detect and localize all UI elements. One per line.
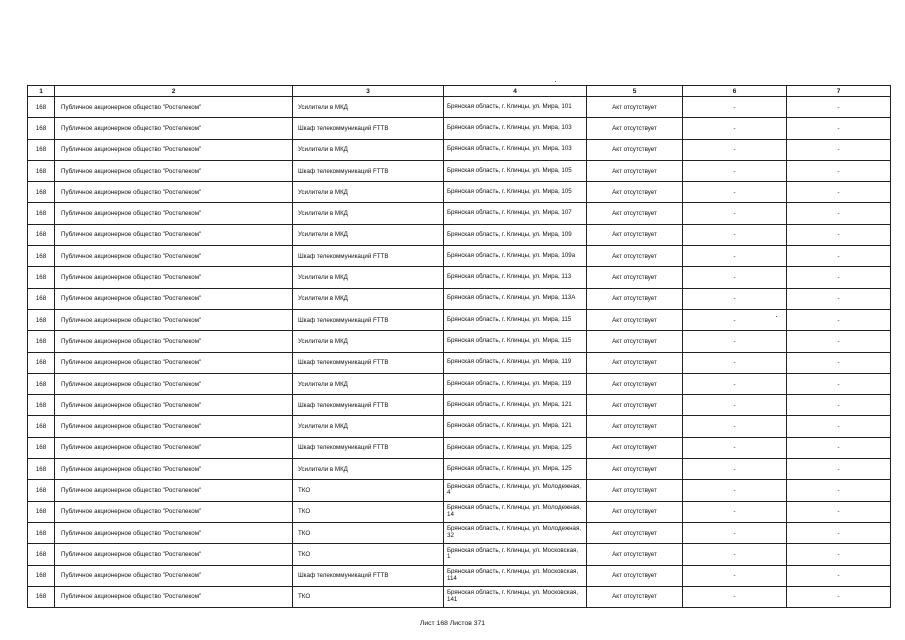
address-cell: Брянская область, г. Клинцы, ул. Мира, 107 xyxy=(444,203,587,224)
row-number-cell: 168 xyxy=(28,139,55,160)
address-cell: Брянская область, г. Клинцы, ул. Мира, 119 xyxy=(444,373,587,394)
registry-table xyxy=(27,85,891,608)
column-header-4: 4 xyxy=(444,86,587,97)
equipment-cell: ТКО xyxy=(293,544,444,565)
address-cell: Брянская область, г. Клинцы, ул. Московская, 141 xyxy=(444,586,587,607)
col7-cell: - xyxy=(787,160,891,181)
address-cell: Брянская область, г. Клинцы, ул. Московская, 114 xyxy=(444,565,587,586)
row-number-cell: 168 xyxy=(28,97,55,118)
col6-cell: - xyxy=(683,416,787,437)
table-row xyxy=(28,373,891,394)
organization-cell: Публичное акционерное общество "Ростелеком" xyxy=(55,182,293,203)
row-number-cell: 168 xyxy=(28,395,55,416)
organization-cell: Публичное акционерное общество "Ростелеком" xyxy=(55,224,293,245)
row-number-cell: 168 xyxy=(28,224,55,245)
table-row xyxy=(28,395,891,416)
row-number-cell: 168 xyxy=(28,267,55,288)
equipment-cell: Усилители в МКД xyxy=(293,331,444,352)
act-status-cell: Акт отсутствует xyxy=(587,182,683,203)
equipment-cell: ТКО xyxy=(293,586,444,607)
act-status-cell: Акт отсутствует xyxy=(587,288,683,309)
col7-cell: - xyxy=(787,565,891,586)
col7-cell: - xyxy=(787,352,891,373)
address-cell: Брянская область, г. Клинцы, ул. Мира, 101 xyxy=(444,97,587,118)
table-row xyxy=(28,437,891,458)
table-row xyxy=(28,224,891,245)
row-number-cell: 168 xyxy=(28,288,55,309)
row-number-cell: 168 xyxy=(28,416,55,437)
col6-cell: - xyxy=(683,160,787,181)
row-number-cell: 168 xyxy=(28,459,55,480)
col7-cell: - xyxy=(787,437,891,458)
col6-cell: - xyxy=(683,182,787,203)
act-status-cell: Акт отсутствует xyxy=(587,331,683,352)
address-cell: Брянская область, г. Клинцы, ул. Молодежная, 4 xyxy=(444,480,587,501)
organization-cell: Публичное акционерное общество "Ростелеком" xyxy=(55,288,293,309)
organization-cell: Публичное акционерное общество "Ростелеком" xyxy=(55,459,293,480)
act-status-cell: Акт отсутствует xyxy=(587,544,683,565)
act-status-cell: Акт отсутствует xyxy=(587,565,683,586)
act-status-cell: Акт отсутствует xyxy=(587,586,683,607)
col7-cell: - xyxy=(787,97,891,118)
equipment-cell: Усилители в МКД xyxy=(293,373,444,394)
address-cell: Брянская область, г. Клинцы, ул. Мира, 105 xyxy=(444,160,587,181)
col6-cell: - xyxy=(683,139,787,160)
equipment-cell: Усилители в МКД xyxy=(293,459,444,480)
row-number-cell: 168 xyxy=(28,331,55,352)
address-cell: Брянская область, г. Клинцы, ул. Московская, 1 xyxy=(444,544,587,565)
row-number-cell: 168 xyxy=(28,160,55,181)
table-row xyxy=(28,267,891,288)
col6-cell: - xyxy=(683,288,787,309)
col7-cell: - xyxy=(787,459,891,480)
organization-cell: Публичное акционерное общество "Ростелеком" xyxy=(55,437,293,458)
col7-cell: - xyxy=(787,288,891,309)
col6-cell: - xyxy=(683,544,787,565)
table-header xyxy=(28,86,891,97)
act-status-cell: Акт отсутствует xyxy=(587,246,683,267)
equipment-cell: Шкаф телекоммуникаций FTTB xyxy=(293,118,444,139)
col6-cell: - xyxy=(683,373,787,394)
col6-cell: - xyxy=(683,459,787,480)
col7-cell: - xyxy=(787,544,891,565)
act-status-cell: Акт отсутствует xyxy=(587,203,683,224)
address-cell: Брянская область, г. Клинцы, ул. Мира, 125 xyxy=(444,459,587,480)
organization-cell: Публичное акционерное общество "Ростелеком" xyxy=(55,267,293,288)
equipment-cell: Усилители в МКД xyxy=(293,224,444,245)
row-number-cell: 168 xyxy=(28,522,55,543)
col7-cell: - xyxy=(787,480,891,501)
organization-cell: Публичное акционерное общество "Ростелеком" xyxy=(55,416,293,437)
col7-cell: - xyxy=(787,267,891,288)
col7-cell: - xyxy=(787,395,891,416)
act-status-cell: Акт отсутствует xyxy=(587,352,683,373)
organization-cell: Публичное акционерное общество "Ростелеком" xyxy=(55,139,293,160)
row-number-cell: 168 xyxy=(28,501,55,522)
table-row xyxy=(28,586,891,607)
act-status-cell: Акт отсутствует xyxy=(587,224,683,245)
address-cell: Брянская область, г. Клинцы, ул. Мира, 105 xyxy=(444,182,587,203)
act-status-cell: Акт отсутствует xyxy=(587,522,683,543)
table-row xyxy=(28,480,891,501)
equipment-cell: ТКО xyxy=(293,501,444,522)
equipment-cell: Шкаф телекоммуникаций FTTB xyxy=(293,160,444,181)
table-row xyxy=(28,160,891,181)
row-number-cell: 168 xyxy=(28,182,55,203)
organization-cell: Публичное акционерное общество "Ростелеком" xyxy=(55,373,293,394)
column-header-2: 2 xyxy=(55,86,293,97)
page-number: Лист 168 Листов 371 xyxy=(419,620,486,627)
equipment-cell: ТКО xyxy=(293,522,444,543)
table-row xyxy=(28,352,891,373)
organization-cell: Публичное акционерное общество "Ростелеком" xyxy=(55,309,293,330)
row-number-cell: 168 xyxy=(28,118,55,139)
act-status-cell: Акт отсутствует xyxy=(587,139,683,160)
organization-cell: Публичное акционерное общество "Ростелеком" xyxy=(55,352,293,373)
table-row xyxy=(28,139,891,160)
table-row xyxy=(28,459,891,480)
act-status-cell: Акт отсутствует xyxy=(587,437,683,458)
address-cell: Брянская область, г. Клинцы, ул. Мира, 119 xyxy=(444,352,587,373)
organization-cell: Публичное акционерное общество "Ростелеком" xyxy=(55,522,293,543)
column-header-5: 5 xyxy=(587,86,683,97)
act-status-cell: Акт отсутствует xyxy=(587,309,683,330)
row-number-cell: 168 xyxy=(28,203,55,224)
organization-cell: Публичное акционерное общество "Ростелеком" xyxy=(55,331,293,352)
act-status-cell: Акт отсутствует xyxy=(587,416,683,437)
row-number-cell: 168 xyxy=(28,373,55,394)
table-row xyxy=(28,97,891,118)
row-number-cell: 168 xyxy=(28,352,55,373)
col7-cell: - xyxy=(787,373,891,394)
col7-cell: - xyxy=(787,522,891,543)
col6-cell: - xyxy=(683,501,787,522)
col7-cell: - xyxy=(787,203,891,224)
col7-cell: - xyxy=(787,118,891,139)
act-status-cell: Акт отсутствует xyxy=(587,395,683,416)
address-cell: Брянская область, г. Клинцы, ул. Мира, 109а xyxy=(444,246,587,267)
equipment-cell: ТКО xyxy=(293,480,444,501)
act-status-cell: Акт отсутствует xyxy=(587,480,683,501)
address-cell: Брянская область, г. Клинцы, ул. Мира, 121 xyxy=(444,395,587,416)
col6-cell: - xyxy=(683,267,787,288)
organization-cell: Публичное акционерное общество "Ростелеком" xyxy=(55,118,293,139)
equipment-cell: Усилители в МКД xyxy=(293,182,444,203)
column-header-3: 3 xyxy=(293,86,444,97)
act-status-cell: Акт отсутствует xyxy=(587,160,683,181)
equipment-cell: Усилители в МКД xyxy=(293,139,444,160)
col6-cell: - xyxy=(683,565,787,586)
row-number-cell: 168 xyxy=(28,309,55,330)
col7-cell: - xyxy=(787,246,891,267)
col7-cell: - xyxy=(787,416,891,437)
col6-cell: - xyxy=(683,437,787,458)
organization-cell: Публичное акционерное общество "Ростелеком" xyxy=(55,480,293,501)
row-number-cell: 168 xyxy=(28,437,55,458)
address-cell: Брянская область, г. Клинцы, ул. Мира, 115 xyxy=(444,331,587,352)
table-row xyxy=(28,246,891,267)
column-header-1: 1 xyxy=(28,86,55,97)
organization-cell: Публичное акционерное общество "Ростелеком" xyxy=(55,203,293,224)
organization-cell: Публичное акционерное общество "Ростелеком" xyxy=(55,565,293,586)
organization-cell: Публичное акционерное общество "Ростелеком" xyxy=(55,160,293,181)
equipment-cell: Усилители в МКД xyxy=(293,416,444,437)
equipment-cell: Шкаф телекоммуникаций FTTB xyxy=(293,565,444,586)
equipment-cell: Усилители в МКД xyxy=(293,267,444,288)
address-cell: Брянская область, г. Клинцы, ул. Мира, 115 xyxy=(444,309,587,330)
row-number-cell: 168 xyxy=(28,586,55,607)
col7-cell: - xyxy=(787,331,891,352)
col7-cell: - xyxy=(787,586,891,607)
col6-cell: - xyxy=(683,309,787,330)
table-row xyxy=(28,118,891,139)
table-row xyxy=(28,565,891,586)
organization-cell: Публичное акционерное общество "Ростелеком" xyxy=(55,544,293,565)
address-cell: Брянская область, г. Клинцы, ул. Молодежная, 14 xyxy=(444,501,587,522)
col6-cell: - xyxy=(683,480,787,501)
col6-cell: - xyxy=(683,246,787,267)
table-row xyxy=(28,522,891,543)
col7-cell: - xyxy=(787,182,891,203)
organization-cell: Публичное акционерное общество "Ростелеком" xyxy=(55,586,293,607)
col6-cell: - xyxy=(683,203,787,224)
act-status-cell: Акт отсутствует xyxy=(587,97,683,118)
col6-cell: - xyxy=(683,118,787,139)
table-row xyxy=(28,331,891,352)
table-row xyxy=(28,288,891,309)
table-row xyxy=(28,544,891,565)
equipment-cell: Усилители в МКД xyxy=(293,288,444,309)
organization-cell: Публичное акционерное общество "Ростелеком" xyxy=(55,395,293,416)
table-body xyxy=(28,97,891,608)
col6-cell: - xyxy=(683,331,787,352)
address-cell: Брянская область, г. Клинцы, ул. Мира, 125 xyxy=(444,437,587,458)
column-header-7: 7 xyxy=(787,86,891,97)
col6-cell: - xyxy=(683,352,787,373)
act-status-cell: Акт отсутствует xyxy=(587,459,683,480)
address-cell: Брянская область, г. Клинцы, ул. Мира, 103 xyxy=(444,139,587,160)
table-row xyxy=(28,309,891,330)
row-number-cell: 168 xyxy=(28,565,55,586)
table-row xyxy=(28,416,891,437)
equipment-cell: Шкаф телекоммуникаций FTTB xyxy=(293,395,444,416)
header-row xyxy=(28,86,891,97)
act-status-cell: Акт отсутствует xyxy=(587,501,683,522)
row-number-cell: 168 xyxy=(28,544,55,565)
organization-cell: Публичное акционерное общество "Ростелеком" xyxy=(55,246,293,267)
col7-cell: - xyxy=(787,139,891,160)
col6-cell: - xyxy=(683,586,787,607)
address-cell: Брянская область, г. Клинцы, ул. Мира, 121 xyxy=(444,416,587,437)
address-cell: Брянская область, г. Клинцы, ул. Мира, 109 xyxy=(444,224,587,245)
act-status-cell: Акт отсутствует xyxy=(587,373,683,394)
equipment-cell: Шкаф телекоммуникаций FTTB xyxy=(293,437,444,458)
col7-cell: - xyxy=(787,309,891,330)
table-row xyxy=(28,501,891,522)
equipment-cell: Шкаф телекоммуникаций FTTB xyxy=(293,309,444,330)
act-status-cell: Акт отсутствует xyxy=(587,267,683,288)
col7-cell: - xyxy=(787,501,891,522)
row-number-cell: 168 xyxy=(28,480,55,501)
column-header-6: 6 xyxy=(683,86,787,97)
equipment-cell: Шкаф телекоммуникаций FTTB xyxy=(293,246,444,267)
act-status-cell: Акт отсутствует xyxy=(587,118,683,139)
address-cell: Брянская область, г. Клинцы, ул. Мира, 113А xyxy=(444,288,587,309)
address-cell: Брянская область, г. Клинцы, ул. Мира, 113 xyxy=(444,267,587,288)
organization-cell: Публичное акционерное общество "Ростелеком" xyxy=(55,97,293,118)
organization-cell: Публичное акционерное общество "Ростелеком" xyxy=(55,501,293,522)
address-cell: Брянская область, г. Клинцы, ул. Молодежная, 32 xyxy=(444,522,587,543)
equipment-cell: Шкаф телекоммуникаций FTTB xyxy=(293,352,444,373)
table-row xyxy=(28,203,891,224)
address-cell: Брянская область, г. Клинцы, ул. Мира, 103 xyxy=(444,118,587,139)
table-row xyxy=(28,182,891,203)
equipment-cell: Усилители в МКД xyxy=(293,203,444,224)
col6-cell: - xyxy=(683,97,787,118)
col6-cell: - xyxy=(683,395,787,416)
equipment-cell: Усилители в МКД xyxy=(293,97,444,118)
col6-cell: - xyxy=(683,522,787,543)
col6-cell: - xyxy=(683,224,787,245)
col7-cell: - xyxy=(787,224,891,245)
scan-artifact-dot xyxy=(555,81,556,82)
row-number-cell: 168 xyxy=(28,246,55,267)
